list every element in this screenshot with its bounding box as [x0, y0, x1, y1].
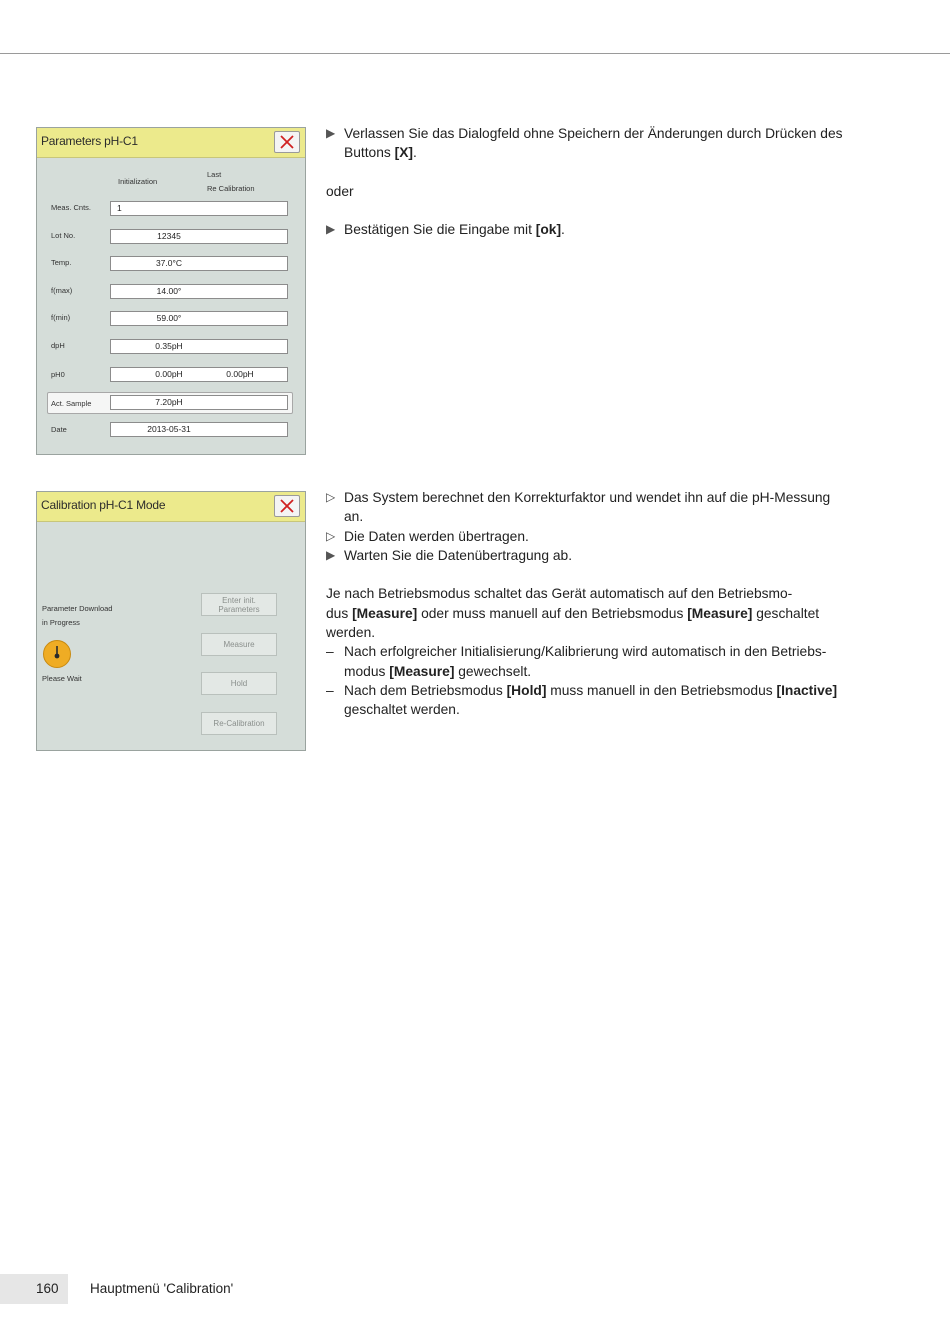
- instruction-exit: [326, 124, 866, 143]
- instruction-text: .: [413, 145, 417, 161]
- page-number: 160: [36, 1281, 59, 1296]
- mode-ref-measure: [Measure]: [352, 605, 418, 621]
- open-triangle-bullet-icon: ▷: [326, 490, 336, 504]
- dash-item-1: [326, 642, 866, 661]
- dph-field[interactable]: [110, 339, 288, 354]
- measure-button[interactable]: [201, 633, 277, 656]
- dash-item-2-cont: geschaltet werden.: [344, 702, 460, 718]
- instruction-text: Buttons: [344, 145, 395, 161]
- close-button[interactable]: [274, 495, 300, 517]
- button-ref-ok: [ok]: [535, 222, 562, 238]
- column-header-recalibration: Re Calibration: [207, 184, 255, 193]
- triangle-bullet-icon: ▶: [326, 547, 336, 562]
- instruction-wait: [326, 546, 866, 565]
- label-fmax: f(max): [51, 286, 73, 295]
- temp-value: 37.0°C: [155, 258, 183, 268]
- enter-init-label-line1: Enter init.: [222, 595, 256, 605]
- instruction-text: Warten Sie die Datenübertragung ab.: [344, 547, 573, 563]
- close-icon: [280, 135, 294, 149]
- dash-bullet: –: [326, 682, 334, 698]
- measure-button-label: Measure: [223, 640, 255, 649]
- result-line-1: [326, 488, 866, 507]
- temp-field[interactable]: [110, 256, 288, 271]
- recalibration-button-label: Re-Calibration: [213, 719, 265, 728]
- dash-bullet: –: [326, 644, 334, 660]
- date-field[interactable]: [110, 422, 288, 437]
- dash-item-1-cont: [326, 662, 866, 681]
- column-header-initialization: Initialization: [118, 177, 158, 186]
- footer-section-title: Hauptmenü 'Calibration': [90, 1281, 234, 1296]
- label-meas-cnts: Meas. Cnts.: [51, 203, 92, 212]
- open-triangle-bullet-icon: ▷: [326, 528, 336, 543]
- instructions-block-1: [326, 124, 866, 240]
- paragraph-text: oder muss manuell auf den Betriebsmodus: [417, 605, 688, 621]
- fmax-field[interactable]: [110, 284, 288, 299]
- mode-ref-measure: [Measure]: [389, 663, 455, 679]
- label-dph: dpH: [51, 341, 65, 350]
- act-sample-field[interactable]: [110, 395, 288, 410]
- recalibration-button[interactable]: [201, 712, 277, 735]
- label-fmin: f(min): [51, 313, 71, 322]
- mode-ref-hold: [Hold]: [506, 682, 547, 698]
- status-text-line1: Parameter Download: [42, 604, 113, 613]
- paragraph-text: geschaltet: [752, 605, 820, 621]
- label-date: Date: [51, 425, 67, 434]
- dialog-title: Calibration pH-C1 Mode: [41, 498, 166, 512]
- oder-text: oder: [326, 183, 354, 199]
- date-value: 2013-05-31: [147, 424, 191, 434]
- column-header-last: Last: [207, 170, 222, 179]
- instruction-exit-text: Verlassen Sie das Dialogfeld ohne Speichern der Änderungen durch Drücken des: [344, 126, 843, 141]
- lot-no-value: 12345: [157, 231, 181, 241]
- button-ref-x: [X]: [394, 145, 414, 161]
- hold-button-label: Hold: [230, 679, 248, 688]
- enter-init-label-line2: Parameters: [218, 604, 260, 614]
- triangle-bullet-icon: ▶: [326, 222, 336, 237]
- label-ph0: pH0: [51, 370, 65, 379]
- close-button[interactable]: [274, 131, 300, 153]
- label-temp: Temp.: [51, 258, 72, 267]
- instruction-text: .: [561, 222, 565, 238]
- instruction-exit-cont: [326, 143, 866, 162]
- paragraph-line-1: Je nach Betriebsmodus schaltet das Gerät automatisch auf den Betriebsmo-: [326, 586, 793, 602]
- calibration-mode-dialog: [36, 491, 306, 751]
- dash-item-2: [326, 681, 866, 700]
- dash-item-text: Nach erfolgreicher Initialisierung/Kalibrierung wird automatisch in den Betriebs-: [344, 644, 827, 660]
- instruction-text: Bestätigen Sie die Eingabe mit: [344, 222, 536, 238]
- instructions-block-2: [326, 488, 866, 720]
- result-line-1-cont: an.: [344, 509, 364, 525]
- parameters-dialog: [36, 127, 306, 455]
- instruction-confirm: [326, 220, 866, 239]
- act-sample-value: 7.20pH: [155, 397, 183, 407]
- enter-init-parameters-button[interactable]: [201, 593, 277, 616]
- ph0-value-recalibration: 0.00pH: [226, 369, 254, 379]
- result-text: Die Daten werden übertragen.: [344, 528, 529, 544]
- dash-item-text: modus: [344, 663, 390, 679]
- ph0-value-initialization: 0.00pH: [155, 369, 183, 379]
- fmin-value: 59.00°: [156, 313, 182, 323]
- dialog-header: [37, 128, 305, 158]
- meas-cnts-field[interactable]: [110, 201, 288, 216]
- please-wait-text: Please Wait: [42, 674, 82, 683]
- label-lot-no: Lot No.: [51, 231, 76, 240]
- label-act-sample: Act. Sample: [51, 399, 92, 408]
- fmin-field[interactable]: [110, 311, 288, 326]
- close-icon: [280, 499, 294, 513]
- triangle-bullet-icon: ▶: [326, 126, 336, 140]
- mode-ref-measure: [Measure]: [687, 605, 753, 621]
- result-text: Das System berechnet den Korrekturfaktor und wendet ihn auf die pH-Messung: [344, 490, 831, 505]
- meas-cnts-value: 1: [117, 203, 122, 213]
- ph0-field[interactable]: [110, 367, 288, 382]
- dph-value: 0.35pH: [155, 341, 183, 351]
- top-rule: [0, 53, 950, 54]
- page-number-box: [0, 1274, 68, 1304]
- dialog-title: Parameters pH-C1: [41, 134, 138, 148]
- enter-init-parameters-label: [218, 596, 259, 614]
- paragraph-text: dus: [326, 605, 353, 621]
- paragraph-line-3: werden.: [326, 625, 376, 641]
- mode-ref-inactive: [Inactive]: [776, 682, 838, 698]
- result-line-2: [326, 527, 866, 546]
- dash-item-text: muss manuell in den Betriebsmodus: [546, 682, 777, 698]
- status-text-line2: in Progress: [42, 618, 80, 627]
- dash-item-text: gewechselt.: [454, 663, 532, 679]
- dash-item-text: Nach dem Betriebsmodus: [344, 682, 507, 698]
- lot-no-field[interactable]: [110, 229, 288, 244]
- hold-button[interactable]: [201, 672, 277, 695]
- dialog-header: [37, 492, 305, 522]
- fmax-value: 14.00°: [156, 286, 182, 296]
- paragraph-line-2: [326, 604, 866, 623]
- progress-clock-icon: [43, 640, 71, 668]
